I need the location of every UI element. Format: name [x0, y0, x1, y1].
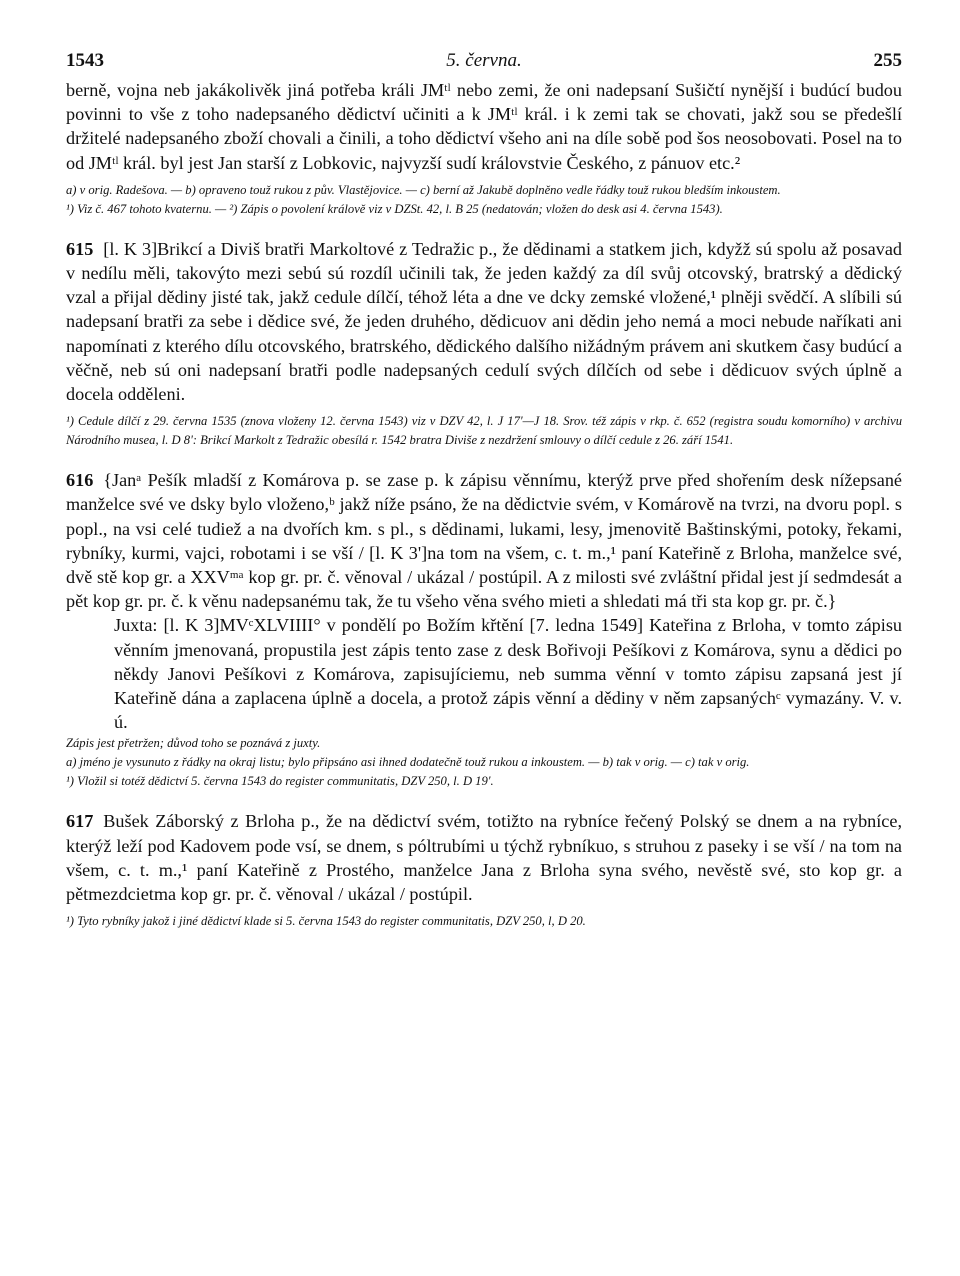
- textual-notes: a) v orig. Radešova. — b) opraveno touž rukou z pův. Vlastějovice. — c) berní až Jakubě doplněno vedle řádky touž rukou bledším inkoustem.: [66, 182, 781, 197]
- editorial-note: Zápis jest přetržen; důvod toho se poznává z juxty.: [66, 736, 321, 751]
- running-header: [66, 44, 902, 78]
- footnote-617: ¹) Tyto rybníky jakož i jiné dědictví klade si 5. června 1543 do register communitatis, DZV 250, l, D 20.: [66, 914, 586, 929]
- footnotes: ¹) Viz č. 467 tohoto kvaternu. — ²) Zápis o povolení králově viz v DZSt. 42, l. B 25 (nedatován; vložen do desk asi 4. června 1543).: [66, 201, 723, 216]
- header-page-number: 255: [873, 50, 902, 71]
- header-year: 1543: [66, 50, 104, 71]
- entry-615: [66, 237, 902, 406]
- paragraph-continuation: berně, vojna neb jakákolivěk jiná potřeba králi JMᵗˡ nebo zemi, že oni nadepsaní Sušičtí nynější i budúcí budou povinni to vše z toho nadepsaného dědictví učiniti a k JMᵗˡ král. i k zemi tak se chovati, jakž sou se předešlí držitelé nadepsaného zboží chovali a činili, a toho dědictví všeho ani na díle sobě pod šos neosobovati. Posel na to od JMᵗˡ král. byl jest Jan starší z Lobkovic, najvyzší sudí královstvie Českého, z pánuov etc.²: [66, 80, 902, 173]
- entry-text: {Janᵃ Pešík mladší z Komárova p. se zase p. k zápisu věnnímu, kterýž prve před shořením desk nížepsané manželce své ve dsky bylo vloženo,ᵇ jakž níže psáno, že na dědictvie svém, v Komárově na tvrzi, na dvoru popl. s popl., na vsi celé tudiež a na dvořích km. s pl., s dědinami, lukami, lesy, jmenovitě Baštinskými, potoky, řekami, rybníky, kurmi, vajci, robotami i se vší / [l. K 3']na tom na všem, c. t. m.,¹ paní Kateřině z Brloha, manželce své, dvě stě kop gr. a XXVᵐᵃ kop gr. pr. č. věnoval / ukázal / postúpil. A z milosti své zvláštní přidal jest jí sedmdesát a pět kop gr. pr. č. k věnu nadepsanému tak, že tu všeho věna svého mieti a shledati má tři sta kop gr. pr. č.}: [66, 470, 902, 612]
- juxta-paragraph: Juxta: [l. K 3]MVᶜXLVIIII° v pondělí po Božím křtění [7. ledna 1549] Kateřina z Brloha, v tomto zápisu věnním jmenovaná, propustila jest zápis tento zase z desk Bořivoji Pešíkovi z Komárova, synu a dědici po někdy Janovi Pešíkovi z Komárova, zapisujíciemu, neb summa věnní v tomto zápisu zapsaná jest jí Kateřině dána a zaplacena úplně a docela, a protož zápis věnní a dědiny v něm zapsanýchᶜ vymazány. V. v. ú.: [114, 615, 902, 733]
- header-date: 5. června.: [446, 50, 522, 71]
- page: [66, 44, 902, 931]
- footnote-615: ¹) Cedule dílčí z 29. června 1535 (znova vloženy 12. června 1543) viz v DZV 42, l. J 17'—J 18. Srov. též zápis v rkp. č. 652 (registra soudu komorního) v archivu Národního musea, l. D 8': Brikcí Markolt z Tedražic obesílá r. 1542 bratra Diviše z nezdržení smlouvy o dílčí cedule z 26. září 1541.: [66, 414, 902, 448]
- entry-617: [66, 809, 902, 906]
- footnote-616: ¹) Vložil si totéž dědictví 5. června 1543 do register communitatis, DZV 250, l. D 19'.: [66, 774, 494, 789]
- entry-number: 615: [66, 238, 94, 259]
- textual-notes-616: a) jméno je vysunuto z řádky na okraj listu; bylo připsáno asi ihned dodatečně touž rukou a inkoustem. — b) tak v orig. — c) tak v orig.: [66, 755, 750, 770]
- entry-text: [l. K 3]Brikcí a Diviš bratři Markoltové z Tedražic p., že dědinami a statkem jich, kdyžž sú spolu až posavad v nedílu měli, takovýto mezi sebú sú rozdíl učinili tak, že jeden každý za díl svůj otcovský, bratrský a dědický vzal a přijal dědiny jisté tak, jakž cedule dílčí, téhož léta a dne ve dcky zemské vložené,¹ plněji svědčí. A slíbili sú nadepsaní bratři za sebe i dědice své, že jeden druhého, dědicuov ani dědin jeho nemá a moci nebude naříkati ani napomínati z kterého dílu otcovského, bratrského, dědického dalšího nižádným právem ani skutkem časy budúcí a věčně, neb sú oni nadepsaní bratři podle nadepsaných cedulí svých dílčích od sebe i dědicuov svých úplně a docela odděleni.: [66, 238, 902, 405]
- entry-number: 617: [66, 811, 94, 832]
- entry-616: [66, 468, 902, 613]
- entry-number: 616: [66, 470, 94, 491]
- entry-text: Bušek Záborský z Brloha p., že na dědictví svém, totižto na rybníce řečený Polský se dnem a na rybníce, kterýž leží pod Kadovem pode vsí, se dnem, s póltrubími u týchž rybníkuo, s struhou z paseky i se vší / na tom na všem, c. t. m.,¹ paní Kateřině z Prostého, manželce Jana z Brloha syna svého, nevěstě své, sto kop gr. a pětmezdcietma kop gr. pr. č. věnoval / ukázal / postúpil.: [66, 811, 902, 905]
